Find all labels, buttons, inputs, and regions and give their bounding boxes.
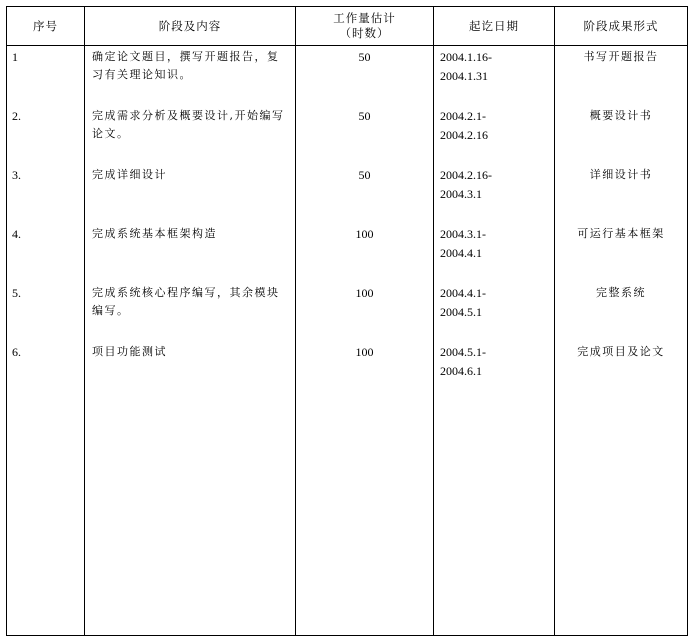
row-content: 完成系统核心程序编写，其余模块编写。: [85, 282, 296, 341]
row-date-start: 2004.4.1-: [440, 286, 486, 300]
header-content: 阶段及内容: [85, 7, 296, 46]
row-content: 确定论文题目，撰写开题报告，复习有关理论知识。: [85, 46, 296, 106]
row-result: 完成项目及论文: [555, 341, 688, 400]
table-header: [7, 7, 688, 46]
row-date-start: 2004.1.16-: [440, 50, 492, 64]
header-index: 序号: [7, 7, 85, 46]
row-index: 1: [7, 46, 85, 106]
row-index: 4.: [7, 223, 85, 282]
header-hours-line2: （时数）: [339, 26, 390, 40]
row-dates: [434, 164, 555, 223]
row-index: 5.: [7, 282, 85, 341]
row-date-end: 2004.4.1: [440, 246, 482, 260]
row-date-start: 2004.5.1-: [440, 345, 486, 359]
row-index: 3.: [7, 164, 85, 223]
row-hours: 100: [296, 282, 434, 341]
row-date-end: 2004.6.1: [440, 364, 482, 378]
row-index: 6.: [7, 341, 85, 400]
row-content: 完成系统基本框架构造: [85, 223, 296, 282]
empty-cell: [296, 400, 434, 636]
header-row: [7, 7, 688, 46]
row-result: 可运行基本框架: [555, 223, 688, 282]
row-dates: [434, 282, 555, 341]
row-hours: 100: [296, 341, 434, 400]
table-empty-space: [7, 400, 688, 636]
empty-cell: [7, 400, 85, 636]
table-body: [7, 46, 688, 636]
row-result: 详细设计书: [555, 164, 688, 223]
empty-cell: [434, 400, 555, 636]
row-hours: 50: [296, 46, 434, 106]
row-index: 2.: [7, 105, 85, 164]
row-date-end: 2004.5.1: [440, 305, 482, 319]
table-row: [7, 223, 688, 282]
row-dates: [434, 105, 555, 164]
row-date-end: 2004.2.16: [440, 128, 488, 142]
row-content: 项目功能测试: [85, 341, 296, 400]
row-date-end: 2004.1.31: [440, 69, 488, 83]
table-row: [7, 341, 688, 400]
table-row: [7, 164, 688, 223]
header-hours: [296, 7, 434, 46]
empty-cell: [555, 400, 688, 636]
row-result: 概要设计书: [555, 105, 688, 164]
row-hours: 50: [296, 105, 434, 164]
row-date-end: 2004.3.1: [440, 187, 482, 201]
row-date-start: 2004.2.16-: [440, 168, 492, 182]
row-date-start: 2004.3.1-: [440, 227, 486, 241]
row-content: 完成需求分析及概要设计,开始编写论文。: [85, 105, 296, 164]
table-row: [7, 46, 688, 106]
row-hours: 50: [296, 164, 434, 223]
row-result: 书写开题报告: [555, 46, 688, 106]
empty-cell: [85, 400, 296, 636]
row-content: 完成详细设计: [85, 164, 296, 223]
table-row: [7, 105, 688, 164]
row-dates: [434, 223, 555, 282]
header-hours-line1: 工作量估计: [333, 11, 396, 25]
schedule-table: [6, 6, 688, 636]
row-dates: [434, 46, 555, 106]
row-result: 完整系统: [555, 282, 688, 341]
header-result: 阶段成果形式: [555, 7, 688, 46]
row-date-start: 2004.2.1-: [440, 109, 486, 123]
row-hours: 100: [296, 223, 434, 282]
table-row: [7, 282, 688, 341]
header-dates: 起讫日期: [434, 7, 555, 46]
row-dates: [434, 341, 555, 400]
